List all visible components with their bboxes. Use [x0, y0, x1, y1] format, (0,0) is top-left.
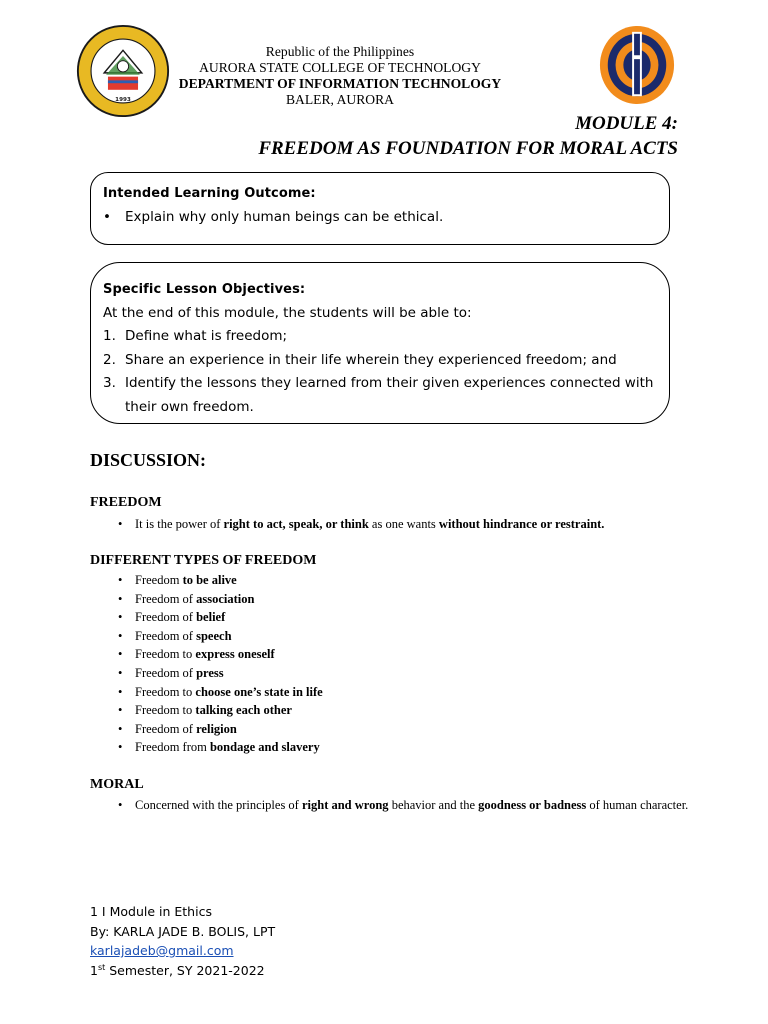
text-run: Freedom of [135, 628, 197, 643]
text-run: Concerned with the principles of [135, 798, 302, 812]
bold-run: press [196, 665, 224, 680]
list-item [118, 720, 698, 739]
slo-intro: At the end of this module, the students will be able to: [103, 304, 472, 321]
list-item [118, 738, 698, 757]
list-item [118, 608, 698, 627]
list-item [118, 796, 698, 815]
bold-run: right and wrong [301, 798, 389, 812]
footer-author: By: KARLA JADE B. BOLIS, LPT [90, 923, 276, 939]
bullet-icon: • [118, 517, 123, 531]
module-number: MODULE 4: [575, 113, 678, 134]
bullet-icon: • [118, 740, 123, 755]
list-item [118, 701, 698, 720]
moral-heading: MORAL [90, 777, 144, 792]
bullet-icon: • [118, 798, 123, 812]
footer-module-label: 1 I Module in Ethics [90, 904, 212, 919]
bullet-icon: • [118, 684, 123, 699]
letterhead [170, 44, 510, 108]
text-run: as one wants [368, 517, 439, 531]
bold-run: belief [196, 610, 226, 625]
text-run: Freedom of [135, 721, 197, 736]
bullet-icon: • [118, 703, 123, 718]
types-of-freedom-heading: DIFFERENT TYPES OF FREEDOM [90, 553, 317, 568]
list-item-text [135, 664, 698, 683]
slo-heading: Specific Lesson Objectives: [103, 282, 306, 297]
ilo-heading: Intended Learning Outcome: [103, 186, 316, 201]
bold-run: talking each other [195, 703, 292, 718]
text-run: Freedom [135, 573, 183, 587]
bullet-icon: • [118, 591, 123, 606]
moral-definition [135, 796, 698, 815]
page-footer [90, 902, 275, 980]
bold-run: speech [196, 628, 232, 643]
list-item-text [135, 608, 698, 627]
slo-item-text: Identify the lessons they learned from their given experiences connected with their own freedom. [125, 375, 654, 415]
bold-run: express oneself [195, 647, 275, 662]
freedom-definition-list [118, 515, 698, 534]
bold-run: to be alive [182, 573, 237, 587]
module-title: FREEDOM AS FOUNDATION FOR MORAL ACTS [258, 138, 678, 159]
discussion-heading: DISCUSSION: [90, 450, 207, 470]
text-run: It is the power of [135, 517, 224, 531]
bullet-icon: • [118, 610, 123, 625]
ilo-text: Explain why only human beings can be ethical. [125, 208, 444, 225]
department-logo [598, 24, 676, 106]
slo-item-text: Share an experience in their life wherein they experienced freedom; and [125, 351, 617, 368]
country-line: Republic of the Philippines [265, 44, 415, 59]
list-item [118, 571, 698, 590]
text-run: Freedom to [135, 703, 196, 718]
moral-definition-list [118, 796, 698, 815]
bullet-icon: • [118, 721, 123, 736]
svg-text:1993: 1993 [115, 97, 131, 104]
types-of-freedom-list [118, 571, 698, 757]
bullet-icon: • [118, 647, 123, 662]
text-run: Freedom to [135, 647, 196, 662]
text-run: behavior and the [388, 798, 479, 812]
college-name: AURORA STATE COLLEGE OF TECHNOLOGY [199, 60, 481, 75]
text-run: of human character. [586, 798, 689, 812]
ordinal-suffix: st [97, 962, 106, 972]
list-item-text [135, 571, 698, 590]
slo-item [103, 372, 657, 419]
text-run: Freedom from [135, 740, 210, 755]
list-item [118, 683, 698, 702]
freedom-heading: FREEDOM [90, 495, 162, 510]
list-item-text [135, 701, 698, 720]
ilo-item [103, 206, 657, 230]
list-item [118, 627, 698, 646]
college-location: BALER, AURORA [285, 92, 394, 107]
list-item-text [135, 738, 698, 757]
list-item-text [135, 683, 698, 702]
slo-item-number: 1. [103, 328, 116, 344]
list-item-text [135, 627, 698, 646]
list-item-text [135, 720, 698, 739]
text-run: Freedom of [135, 665, 197, 680]
bullet-icon: • [118, 628, 123, 643]
slo-item-text: Define what is freedom; [125, 328, 288, 344]
list-item [118, 515, 698, 534]
bold-run: religion [196, 721, 237, 736]
college-seal-logo [76, 24, 170, 118]
intended-learning-outcome-box [90, 172, 670, 245]
bold-run: choose one’s state in life [195, 684, 323, 699]
bullet-icon: • [118, 665, 123, 680]
slo-item-number: 3. [103, 375, 116, 391]
text-run: 1 [90, 962, 98, 978]
bullet-icon: • [118, 573, 123, 587]
list-item [118, 590, 698, 609]
list-item-text [135, 590, 698, 609]
bold-run: goodness or badness [478, 798, 587, 812]
slo-item [103, 349, 657, 373]
text-run: Freedom of [135, 591, 197, 606]
text-run: Freedom to [135, 684, 196, 699]
list-item [118, 664, 698, 683]
author-email-link[interactable]: karlajadeb@gmail.com [90, 943, 234, 958]
slo-item-number: 2. [103, 351, 116, 368]
freedom-definition [135, 515, 698, 534]
specific-lesson-objectives-box [90, 262, 670, 424]
list-item-text [135, 645, 698, 664]
bold-run: association [196, 591, 255, 606]
text-run: Semester, SY 2021-2022 [105, 962, 265, 978]
slo-item [103, 325, 657, 349]
list-item [118, 645, 698, 664]
department-name: DEPARTMENT OF INFORMATION TECHNOLOGY [178, 76, 502, 91]
bold-run: right to act, speak, or think [223, 517, 369, 531]
footer-semester [90, 961, 275, 981]
bold-run: without hindrance or restraint. [438, 517, 605, 531]
text-run: Freedom of [135, 610, 197, 625]
bullet-icon: • [103, 208, 111, 225]
bold-run: bondage and slavery [209, 740, 320, 755]
